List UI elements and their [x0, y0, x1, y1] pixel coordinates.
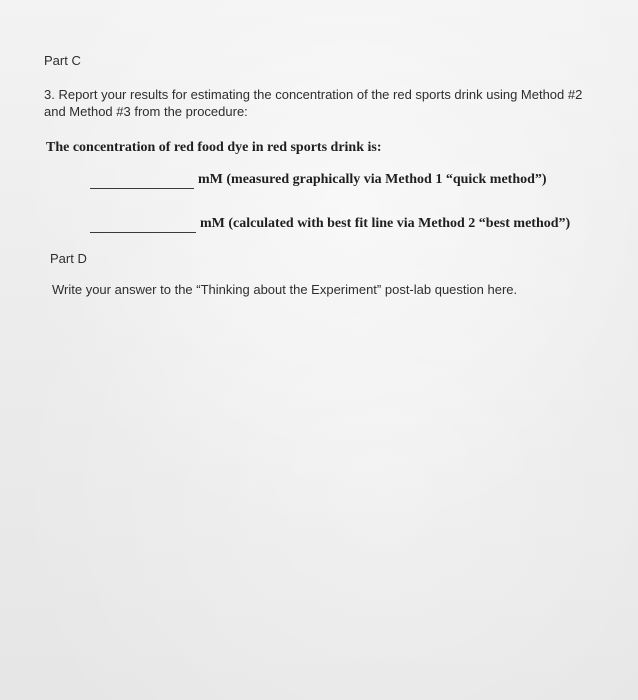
question-line-2: and Method #3 from the procedure: [44, 104, 248, 119]
answer-blank-2[interactable] [90, 232, 196, 233]
part-c-heading: Part C [44, 53, 81, 68]
answer-1-label: mM (measured graphically via Method 1 “quick method”) [198, 172, 547, 187]
part-d-instruction: Write your answer to the “Thinking about the Experiment” post-lab question here. [52, 282, 518, 297]
part-d-heading: Part D [50, 251, 87, 266]
question-line-1: 3. Report your results for estimating the concentration of the red sports drink using Method #2 [44, 87, 583, 102]
answer-blank-1[interactable] [90, 188, 194, 189]
question-3 [44, 86, 604, 120]
answer-2-label: mM (calculated with best fit line via Method 2 “best method”) [200, 216, 571, 231]
concentration-statement: The concentration of red food dye in red sports drink is: [46, 140, 382, 155]
